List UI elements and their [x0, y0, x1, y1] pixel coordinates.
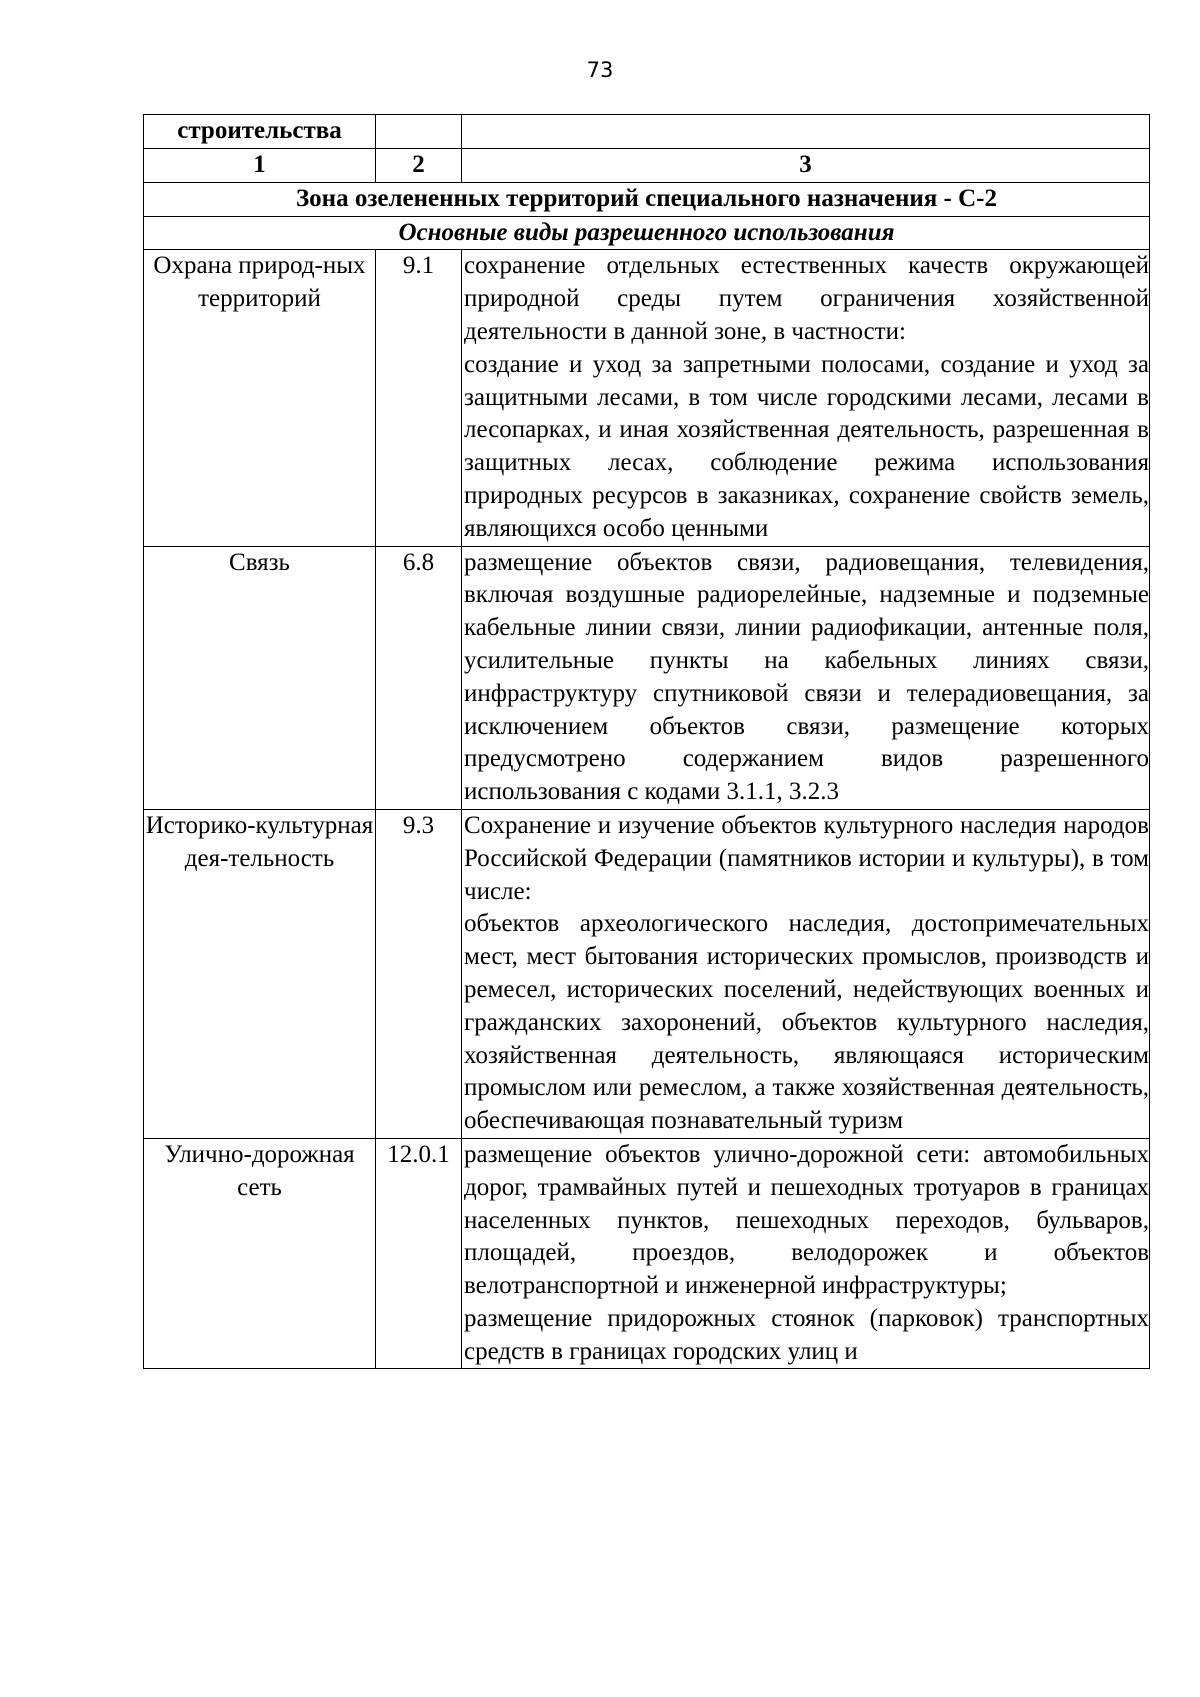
zone-title-row [144, 182, 1150, 216]
use-description-cell [462, 809, 1150, 1138]
use-code-cell: 9.3 [376, 809, 462, 1138]
description-paragraph: размещение объектов связи, радиовещания, телевидения, включая воздушные радиорелейные, надземные и подземные кабельные линии связи, линии радиофикации, антенные поля, усилительные пункты на кабельных линиях связи, инфраструктуру спутниковой связи и телерадиовещания, за исключением объектов связи, размещение которых предусмотрено содержанием видов разрешенного использования с кодами 3.1.1, 3.2.3 [464, 548, 1149, 806]
description-paragraph: сохранение отдельных естественных качеств окружающей природной среды путем ограничения хозяйственной деятельности в данной зоне, в частности: [464, 252, 1149, 345]
use-code-cell: 12.0.1 [376, 1138, 462, 1369]
table-row [144, 809, 1150, 1138]
table-row [144, 546, 1150, 809]
description-paragraph: Сохранение и изучение объектов культурного наследия народов Российской Федерации (памятников истории и культуры), в том числе: [464, 811, 1149, 905]
column-number-row [144, 149, 1150, 183]
table-row [144, 1138, 1150, 1369]
use-code-cell: 9.1 [376, 250, 462, 546]
description-paragraph: размещение объектов улично-дорожной сети: автомобильных дорог, трамвайных путей и пешеходных тротуаров в границах населенных пунктов, пешеходных переходов, бульваров, площадей, проездов, велодорожек и объектов велотранспортной и инженерной инфраструктуры; [464, 1140, 1149, 1300]
column-number-2: 2 [376, 149, 462, 183]
use-description-cell [462, 1138, 1150, 1369]
use-name-cell: Охрана природ-ных территорий [144, 250, 376, 546]
use-description-cell [462, 546, 1150, 809]
column-number-1: 1 [144, 149, 376, 183]
section-title: Основные виды разрешенного использования [144, 216, 1150, 250]
use-name-cell: Историко-культурная дея-тельность [144, 809, 376, 1138]
page-number: 73 [586, 58, 614, 82]
header-empty-cell-2 [376, 115, 462, 149]
header-empty-cell-3 [462, 115, 1150, 149]
use-name-cell: Улично-дорожная сеть [144, 1138, 376, 1369]
use-code-cell: 6.8 [376, 546, 462, 809]
header-continuation-row [144, 115, 1150, 149]
header-continuation-cell: строительства [144, 115, 376, 149]
table-row [144, 250, 1150, 546]
use-description-cell [462, 250, 1150, 546]
description-paragraph: создание и уход за запретными полосами, создание и уход за защитными лесами, в том числе городскими лесами, лесами в лесопарках, и иная хозяйственная деятельность, разрешенная в защитных лесах, соблюдение режима использования природных ресурсов в заказниках, сохранение свойств земель, являющихся особо ценными [464, 350, 1149, 542]
description-paragraph: размещение придорожных стоянок (парковок) транспортных средств в границах городских улиц и [464, 1304, 1149, 1365]
section-title-row [144, 216, 1150, 250]
column-number-3: 3 [462, 149, 1150, 183]
description-paragraph: объектов археологического наследия, достопримечательных мест, мест бытования исторических промыслов, производств и ремесел, исторических поселений, недействующих военных и гражданских захоронений, объектов культурного наследия, хозяйственная деятельность, являющаяся историческим промыслом или ремеслом, а также хозяйственная деятельность, обеспечивающая познавательный туризм [464, 910, 1149, 1135]
land-use-table [143, 114, 1150, 1369]
zone-title: Зона озелененных территорий специального назначения - С-2 [144, 182, 1150, 216]
use-name-cell: Связь [144, 546, 376, 809]
